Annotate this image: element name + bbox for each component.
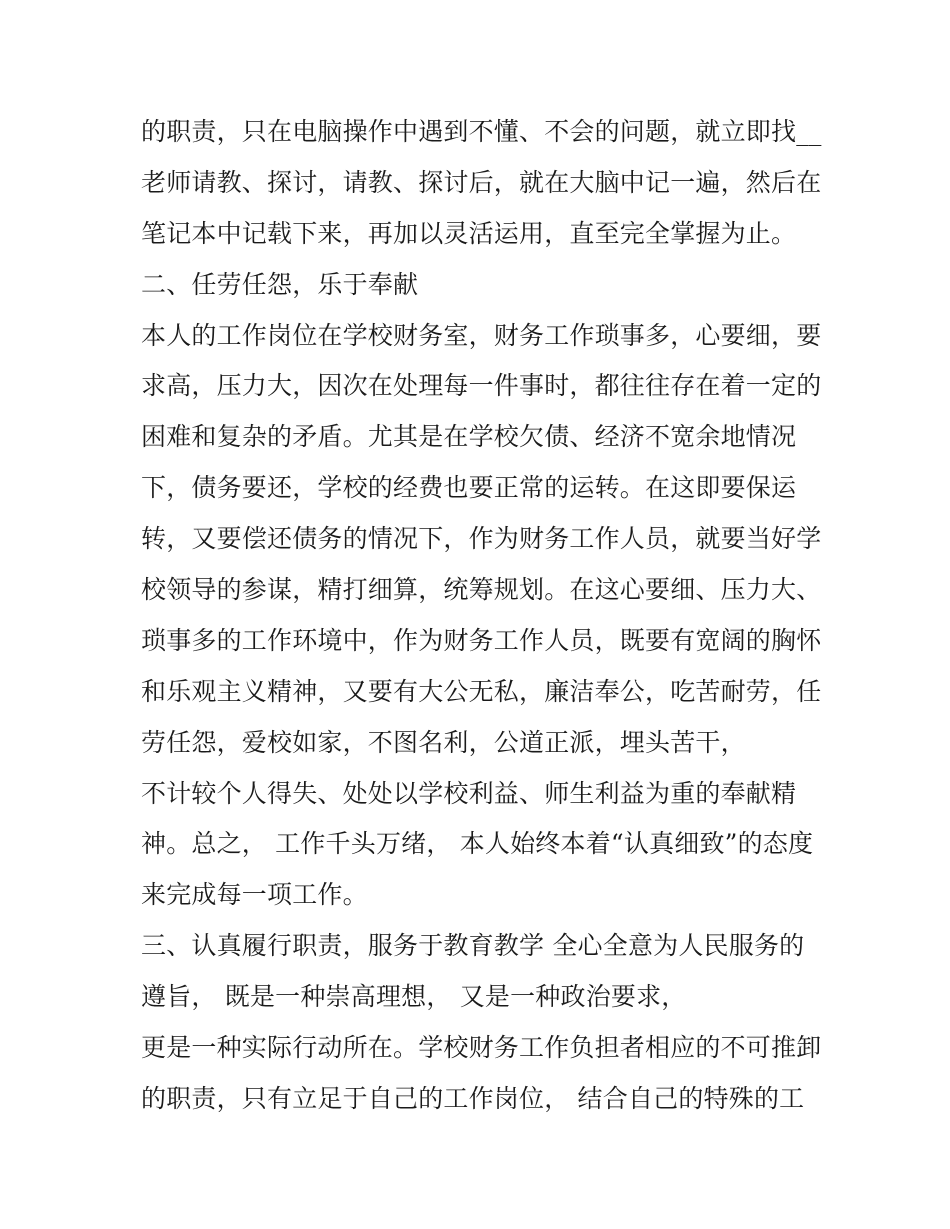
text-line: 困难和复杂的矛盾。尤其是在学校欠债、经济不宽余地情况 — [141, 422, 797, 452]
text-line: 下，债务要还，学校的经费也要正常的运转。在这即要保运 — [141, 473, 797, 503]
text-line: 的职责，只在电脑操作中遇到不懂、不会的问题，就立即找__ — [141, 117, 822, 146]
text-line: 转，又要偿还债务的情况下，作为财务工作人员，就要当好学 — [141, 524, 822, 554]
text-line: 神。总之， 工作千头万绪， 本人始终本着“认真细致”的态度 — [141, 829, 814, 859]
section-heading-3: 三、认真履行职责，服务于教育教学 全心全意为人民服务的 — [141, 931, 805, 961]
text-line: 和乐观主义精神，又要有大公无私，廉洁奉公，吃苦耐劳，任 — [141, 676, 822, 706]
text-line: 遵旨， 既是一种崇高理想， 又是一种政治要求， — [141, 982, 687, 1012]
text-line: 求高，压力大，因次在处理每一件事时，都往往存在着一定的 — [141, 371, 822, 401]
text-line: 本人的工作岗位在学校财务室，财务工作琐事多，心要细，要 — [141, 320, 822, 350]
text-line: 不计较个人得失、处处以学校利益、师生利益为重的奉献精 — [141, 778, 797, 808]
section-heading-2: 二、任劳任怨，乐于奉献 — [141, 269, 419, 299]
text-line: 校领导的参谋，精打细算，统筹规划。在这心要细、压力大、 — [141, 575, 822, 605]
text-line: 劳任怨，爱校如家，不图名利，公道正派，埋头苦干， — [141, 727, 746, 757]
body-text — [141, 107, 821, 1125]
text-line: 的职责，只有立足于自己的工作岗位， 结合自己的特殊的工 — [141, 1083, 805, 1113]
text-line: 笔记本中记载下来，再加以灵活运用，直至完全掌握为止。 — [141, 218, 797, 248]
text-line: 来完成每一项工作。 — [141, 880, 368, 910]
text-line: 更是一种实际行动所在。学校财务工作负担者相应的不可推卸 — [141, 1033, 822, 1063]
text-line: 老师请教、探讨，请教、探讨后，就在大脑中记一遍，然后在 — [141, 167, 822, 197]
text-line: 琐事多的工作环境中，作为财务工作人员，既要有宽阔的胸怀 — [141, 625, 822, 655]
